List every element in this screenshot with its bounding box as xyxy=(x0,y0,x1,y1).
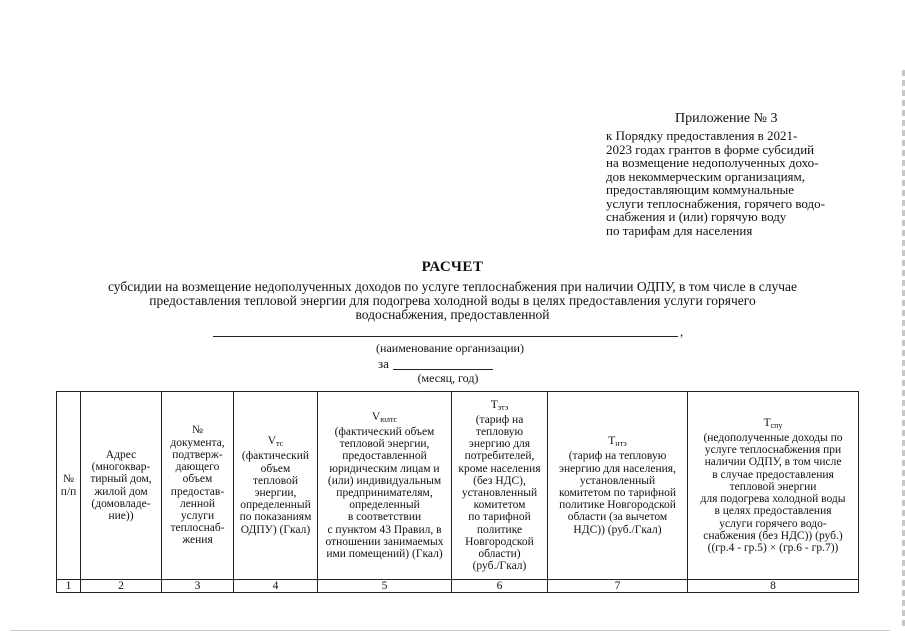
symbol-letter: V xyxy=(267,435,277,448)
column-number-6: 6 xyxy=(452,580,548,593)
header-text-line: Адрес xyxy=(105,448,137,461)
header-text-line: ими помещений) (Гкал) xyxy=(326,548,443,561)
calculation-table xyxy=(56,391,859,593)
header-text-line: (без НДС), xyxy=(473,474,526,487)
header-text-line: (тариф на xyxy=(475,413,524,426)
appendix-line: услуги теплоснабжения, горячего водо- xyxy=(606,195,825,211)
appendix-line: на возмещение недополученных дохо- xyxy=(606,155,819,170)
header-text-line: (фактический объем xyxy=(334,425,435,438)
header-text-line: дающего xyxy=(175,461,220,474)
header-text-line: энергию для населения, xyxy=(559,462,676,475)
header-text-line: политике Новгородской xyxy=(559,499,676,512)
header-text-line: ние)) xyxy=(108,509,134,522)
appendix-title: Приложение № 3 xyxy=(675,111,778,126)
header-text-line: объем xyxy=(260,462,291,475)
header-text-line: (руб./Гкал) xyxy=(472,560,527,573)
subtitle-line: предоставления тепловой энергии для подогрева холодной воды в целях предоставления услуги горячего xyxy=(149,293,756,308)
header-text-line: тепловой энергии xyxy=(729,480,817,493)
header-text-line: политике xyxy=(476,523,523,536)
header-text-line: (недополученные доходы по xyxy=(703,432,843,445)
organization-caption: (наименование организации) xyxy=(376,341,524,355)
column-number-5: 5 xyxy=(318,580,452,593)
header-text-line: тепловой энергии, xyxy=(339,438,430,451)
column-symbol xyxy=(453,399,546,414)
header-text-line: объем xyxy=(182,473,213,486)
header-text-line: в случае предоставления xyxy=(712,468,834,481)
column-header-4 xyxy=(234,392,318,580)
column-header-2 xyxy=(81,392,162,580)
header-text-line: в целях предоставления xyxy=(714,505,832,518)
appendix-line: предоставляющим коммунальные xyxy=(606,182,795,197)
header-text-line: услуги горячего водо- xyxy=(719,517,827,530)
header-text-line: предоставленной xyxy=(342,450,427,463)
header-text-line: по показаниям xyxy=(239,511,312,524)
header-text-line: (фактический xyxy=(241,450,310,463)
organization-comma: , xyxy=(680,324,684,339)
table-header-row xyxy=(57,392,859,580)
appendix-line: дов некоммерческим организациям, xyxy=(606,168,805,184)
column-symbol xyxy=(549,435,686,450)
header-text-line: № xyxy=(192,424,203,437)
header-text-line: Новгородской xyxy=(465,535,534,548)
header-text-line: документа, xyxy=(170,436,225,449)
header-text-line: (тариф на тепловую xyxy=(568,450,667,463)
header-text-line: (многоквар- xyxy=(91,461,151,474)
column-number-1: 1 xyxy=(57,580,81,593)
header-text-line: в соответствии xyxy=(347,511,422,524)
column-number-row xyxy=(57,580,859,593)
symbol-subscript: юлтс xyxy=(380,414,398,424)
subtitle-line: субсидии на возмещение недополученных доходов по услуге теплоснабжения при наличии ОДПУ, в том числе в случае xyxy=(107,279,798,294)
header-text-line: тепловой xyxy=(252,474,299,487)
header-text-line: установленный xyxy=(579,474,656,487)
column-number-2: 2 xyxy=(81,580,162,593)
header-text-line: с пунктом 43 Правил, в xyxy=(327,523,442,536)
symbol-subscript: этэ xyxy=(497,402,509,412)
column-symbol xyxy=(235,435,316,450)
column-header-1 xyxy=(57,392,81,580)
header-text-line: НДС)) (руб./Гкал) xyxy=(573,523,662,536)
column-number-8: 8 xyxy=(688,580,859,593)
header-text-line: энергии, xyxy=(254,487,297,499)
symbol-letter: V xyxy=(371,410,381,423)
column-number-7: 7 xyxy=(548,580,688,593)
period-label: за xyxy=(378,356,389,371)
subtitle-line: водоснабжения, предоставленной xyxy=(355,307,550,322)
symbol-subscript: спу xyxy=(770,420,783,430)
column-number-4: 4 xyxy=(234,580,318,593)
header-text-line: услуге теплоснабжения при xyxy=(704,444,842,457)
symbol-letter: Т xyxy=(490,398,498,411)
scan-bottom-edge xyxy=(10,630,890,631)
header-text-line: предостав- xyxy=(170,485,225,498)
header-text-line: наличии ОДПУ, в том числе xyxy=(704,456,842,469)
appendix-line: по тарифам для населения xyxy=(606,222,753,238)
period-line xyxy=(393,369,493,370)
header-text-line: (или) индивидуальным xyxy=(327,474,442,487)
header-text-line: энергию для xyxy=(468,438,531,451)
header-text-line: ленной xyxy=(179,497,216,510)
period-caption: (месяц, год) xyxy=(417,371,479,385)
symbol-letter: Т xyxy=(608,435,616,448)
header-text-line: жения xyxy=(182,534,213,547)
column-header-3 xyxy=(162,392,234,580)
header-text-line: теплоснаб- xyxy=(170,522,225,535)
header-text-line: определенный xyxy=(240,499,311,512)
header-text-line: тепловую xyxy=(475,425,524,438)
header-text-line: п/п xyxy=(60,485,77,498)
column-header-7 xyxy=(548,392,688,580)
header-text-line: кроме населения xyxy=(458,462,541,475)
appendix-line: 2023 годах грантов в форме субсидий xyxy=(606,141,815,157)
symbol-subscript: нтэ xyxy=(615,439,627,449)
header-text-line: подтверж- xyxy=(172,448,223,461)
header-text-line: снабжения (без НДС)) (руб.) xyxy=(703,529,843,542)
column-header-8 xyxy=(688,392,859,580)
column-symbol xyxy=(689,417,857,432)
header-text-line: области (за вычетом xyxy=(567,511,668,524)
header-text-line: для подогрева холодной воды xyxy=(700,493,846,506)
header-text-line: юридическим лицам и xyxy=(329,462,440,475)
header-text-line: тирный дом, xyxy=(90,473,152,486)
header-text-line: отношении занимаемых xyxy=(325,535,444,548)
header-text-line: по тарифной xyxy=(468,511,531,524)
column-number-3: 3 xyxy=(162,580,234,593)
appendix-line: к Порядку предоставления в 2021- xyxy=(606,128,798,143)
header-text-line: установленный xyxy=(461,487,538,499)
header-text-line: комитетом по тарифной xyxy=(558,487,677,499)
symbol-subscript: тс xyxy=(276,439,284,449)
header-text-line: (домовладе- xyxy=(91,497,151,510)
column-symbol xyxy=(319,411,450,426)
header-text-line: ((гр.4 - гр.5) × (гр.6 - гр.7)) xyxy=(707,541,839,554)
symbol-letter: Т xyxy=(763,416,771,429)
header-text-line: области) xyxy=(478,548,521,561)
header-text-line: № xyxy=(63,473,74,486)
appendix-line: снабжения и (или) горячую воду xyxy=(606,209,787,224)
header-text-line: потребителей, xyxy=(464,450,535,463)
column-header-5 xyxy=(318,392,452,580)
header-text-line: предпринимателям, xyxy=(336,487,433,499)
header-text-line: услуги xyxy=(180,509,215,522)
organization-name-line xyxy=(213,336,678,337)
header-text-line: ОДПУ) (Гкал) xyxy=(240,523,311,536)
header-text-line: определенный xyxy=(349,499,420,512)
header-text-line: жилой дом xyxy=(94,485,148,498)
document-title: РАСЧЕТ xyxy=(421,259,484,275)
header-text-line: комитетом xyxy=(473,499,526,512)
column-header-6 xyxy=(452,392,548,580)
appendix-text xyxy=(606,129,825,237)
